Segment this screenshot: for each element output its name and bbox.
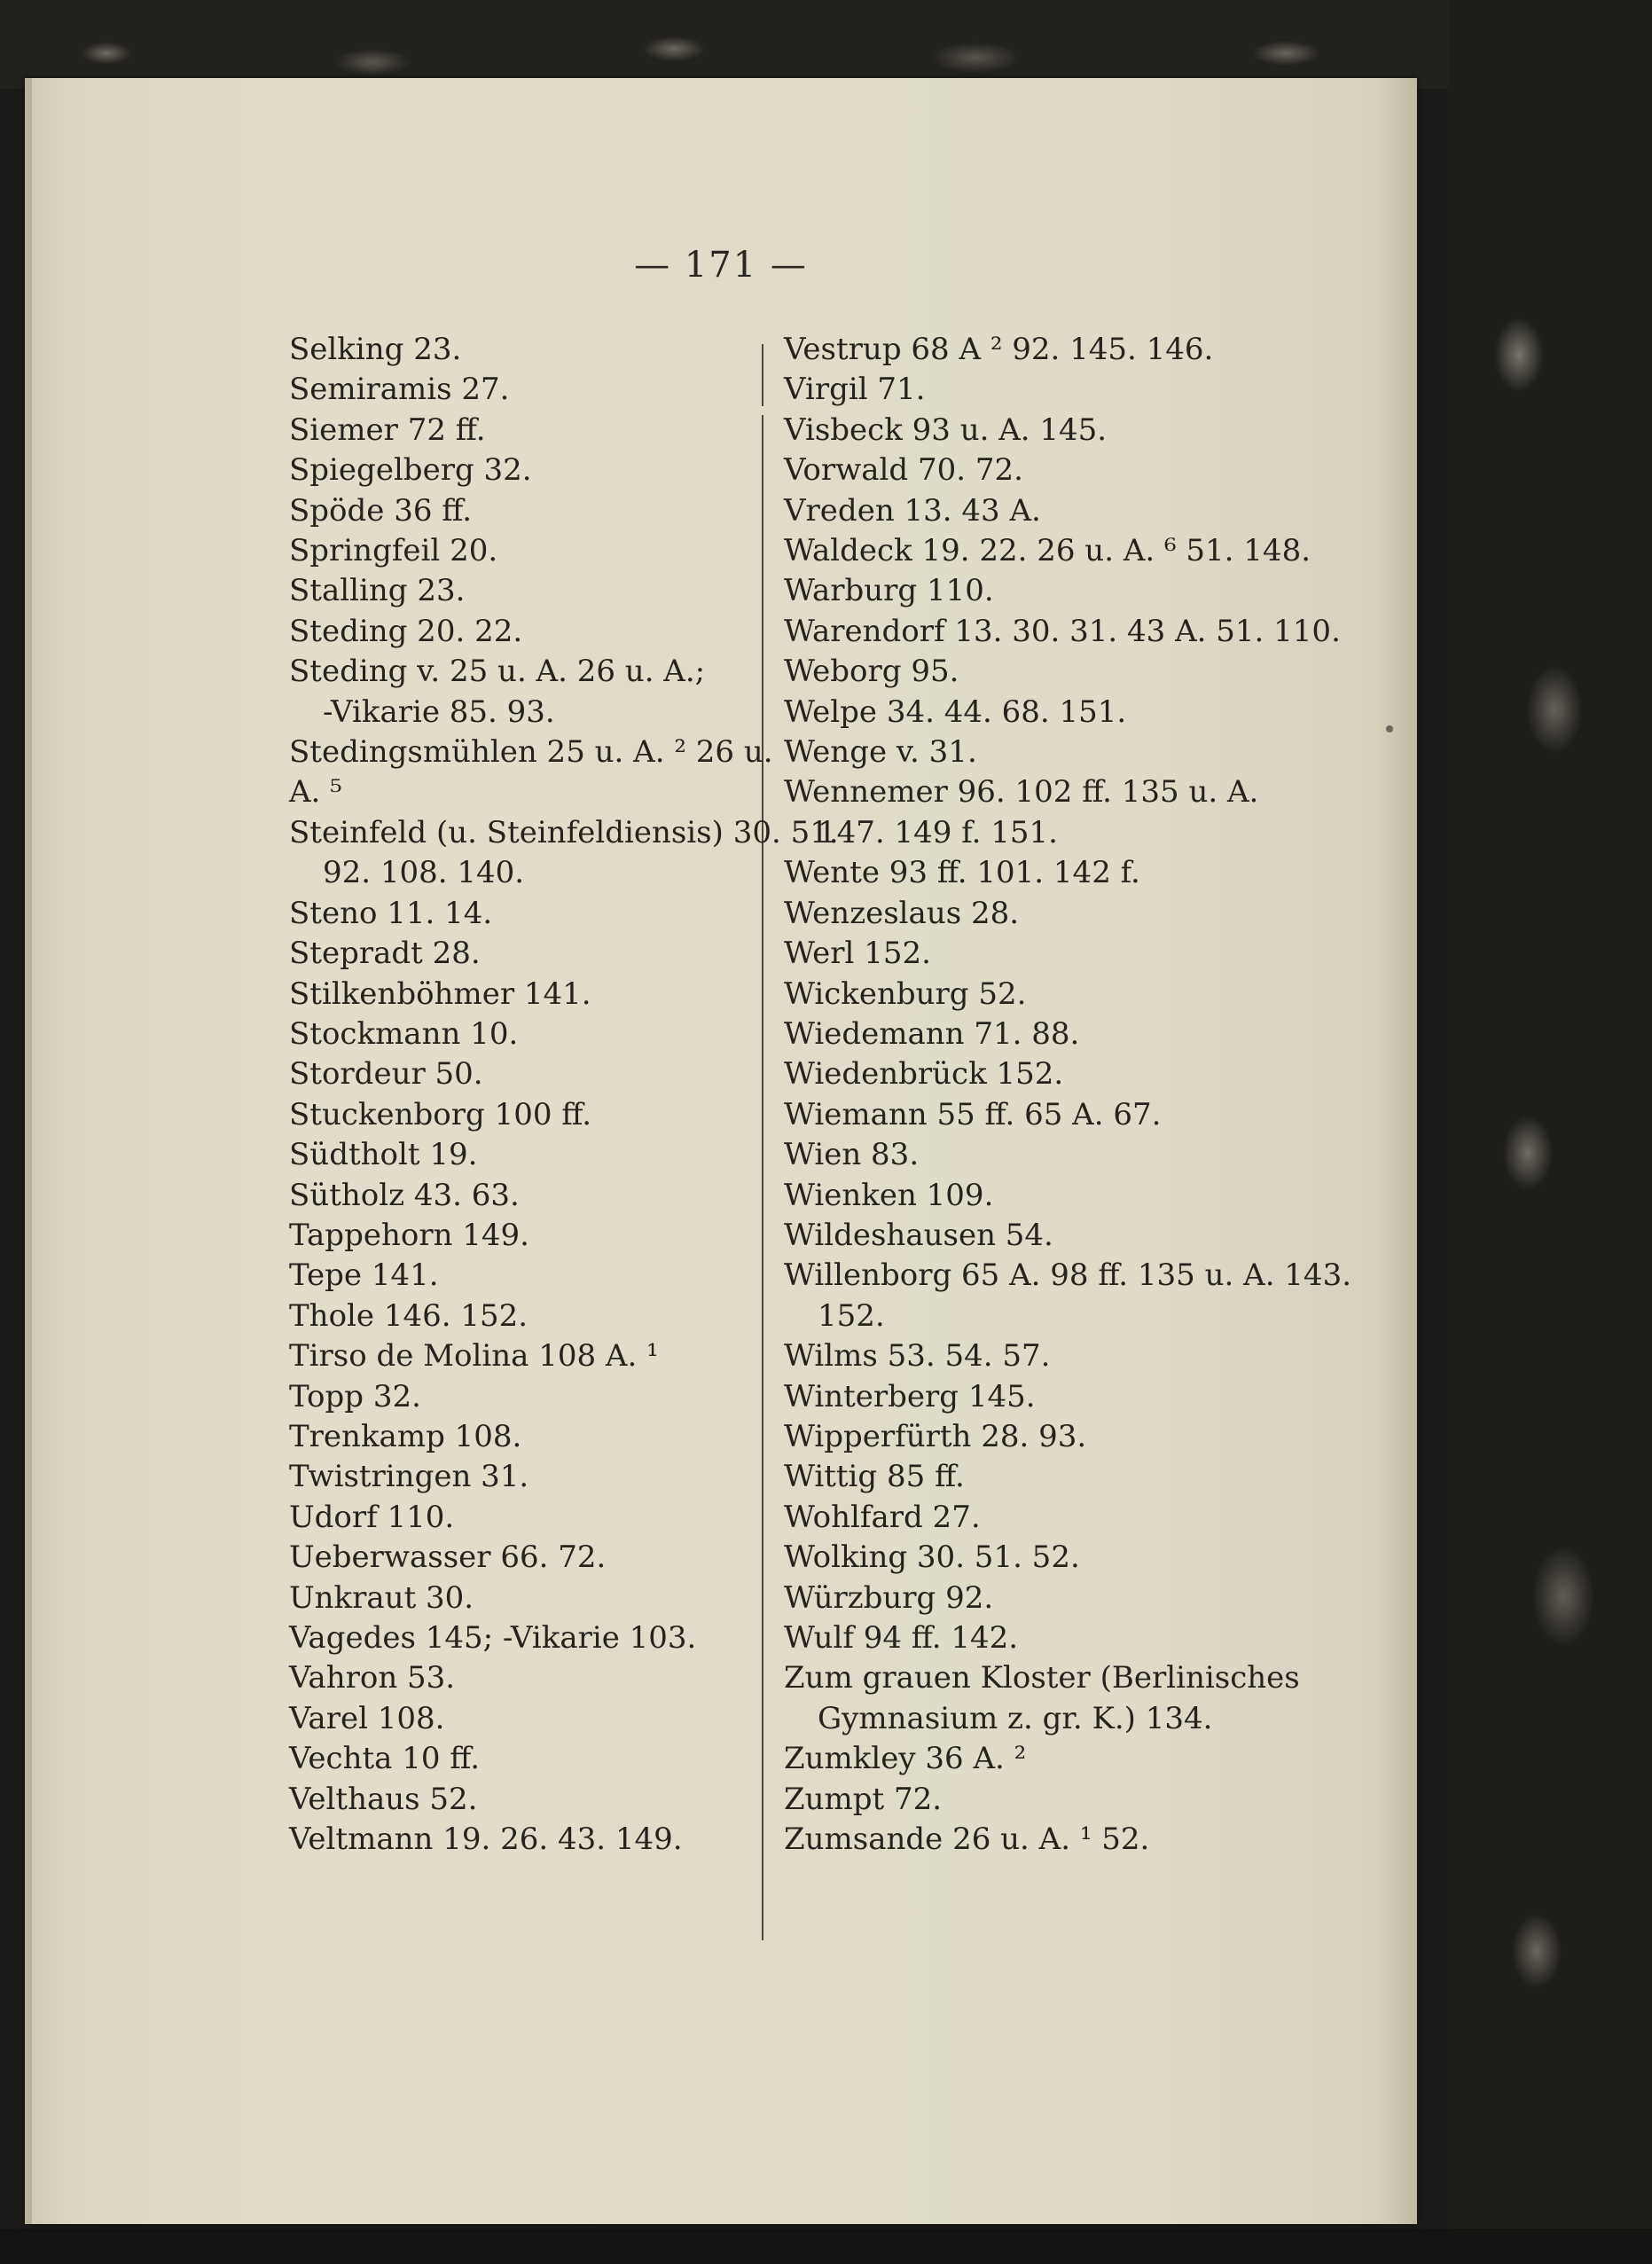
index-entry: 92. 108. 140. — [323, 855, 525, 891]
index-entry: Wenge v. 31. — [784, 734, 977, 771]
index-entry: Wulf 94 ff. 142. — [784, 1620, 1019, 1656]
index-entry: Zumsande 26 u. A. ¹ 52. — [784, 1821, 1150, 1858]
index-column-left — [289, 330, 839, 1860]
index-entry: Südtholt 19. — [289, 1137, 478, 1173]
index-entry: Weborg 95. — [784, 654, 959, 690]
index-entry: Wohlfard 27. — [784, 1499, 981, 1535]
index-entry: Steinfeld (u. Steinfeldiensis) 30. 51. — [289, 814, 839, 850]
index-entry: Zumkley 36 A. ² — [784, 1741, 1027, 1777]
index-entry: Stilkenböhmer 141. — [289, 975, 591, 1012]
index-entry: Varel 108. — [289, 1700, 445, 1736]
index-entry: Vahron 53. — [289, 1660, 456, 1696]
index-entry: Wiedenbrück 152. — [784, 1056, 1064, 1093]
index-entry: Vestrup 68 A ² 92. 145. 146. — [784, 332, 1214, 367]
index-entry: Wiemann 55 ff. 65 A. 67. — [784, 1096, 1162, 1132]
index-entry: Wilms 53. 54. 57. — [784, 1338, 1051, 1375]
index-entry: Tepe 141. — [289, 1257, 439, 1294]
index-entry: Waldeck 19. 22. 26 u. A. ⁶ 51. 148. — [784, 533, 1311, 569]
book-page — [25, 78, 1417, 2224]
page-gutter — [25, 78, 32, 2224]
index-entry: Steding 20. 22. — [289, 613, 523, 649]
index-entry: Zumpt 72. — [784, 1781, 943, 1817]
index-entry: Wennemer 96. 102 ff. 135 u. A. — [784, 774, 1259, 811]
index-entry: Topp 32. — [289, 1378, 421, 1414]
index-entry: Warburg 110. — [784, 573, 994, 609]
index-entry: Wittig 85 ff. — [784, 1459, 965, 1495]
index-entry: Würzburg 92. — [784, 1579, 994, 1616]
book-cover-bottom-edge — [0, 2229, 1652, 2264]
index-entry: Wiedemann 71. 88. — [784, 1015, 1080, 1052]
index-entry: Spöde 36 ff. — [289, 492, 473, 529]
index-entry: Willenborg 65 A. 98 ff. 135 u. A. 143. — [784, 1257, 1352, 1294]
index-entry: Winterberg 145. — [784, 1378, 1036, 1414]
index-entry: Semiramis 27. — [289, 372, 510, 408]
index-entry: Stalling 23. — [289, 573, 466, 609]
book-cover-top-edge — [0, 0, 1652, 89]
index-entry: Zum grauen Kloster (Berlinisches — [784, 1660, 1300, 1696]
index-entry: Trenkamp 108. — [289, 1418, 522, 1454]
index-entry: Stockmann 10. — [289, 1015, 519, 1052]
index-entry: Springfeil 20. — [289, 533, 498, 569]
index-entry: Vorwald 70. 72. — [784, 452, 1023, 489]
index-entry: Velthaus 52. — [289, 1781, 478, 1817]
index-entry: Steding v. 25 u. A. 26 u. A.; — [289, 654, 706, 690]
index-entry: 147. 149 f. 151. — [818, 814, 1058, 850]
index-entry: Virgil 71. — [784, 372, 926, 408]
index-entry: Wildeshausen 54. — [784, 1217, 1053, 1253]
index-entry: Unkraut 30. — [289, 1579, 474, 1616]
index-entry: Vechta 10 ff. — [289, 1741, 481, 1777]
page-speck — [1386, 725, 1393, 732]
index-entry: Visbeck 93 u. A. 145. — [784, 411, 1108, 448]
index-entry: Veltmann 19. 26. 43. 149. — [289, 1821, 683, 1858]
index-entry: Wickenburg 52. — [784, 975, 1027, 1012]
index-column-right — [784, 330, 1352, 1860]
index-entry: Sütholz 43. 63. — [289, 1177, 520, 1213]
index-entry: Wolking 30. 51. 52. — [784, 1539, 1080, 1576]
index-entry: Wenzeslaus 28. — [784, 895, 1020, 931]
index-entry: Vagedes 145; -Vikarie 103. — [289, 1620, 697, 1656]
index-entry: Udorf 110. — [289, 1499, 455, 1535]
index-entry: Vreden 13. 43 A. — [784, 492, 1041, 529]
index-entry: Gymnasium z. gr. K.) 134. — [818, 1700, 1213, 1736]
page-number: — 171 — — [634, 245, 808, 286]
index-entry: Stuckenborg 100 ff. — [289, 1096, 592, 1132]
index-entry: Selking 23. — [289, 332, 462, 367]
index-entry: -Vikarie 85. 93. — [323, 693, 555, 730]
index-entry: Wente 93 ff. 101. 142 f. — [784, 855, 1140, 891]
index-entry: Welpe 34. 44. 68. 151. — [784, 693, 1127, 730]
index-entry: Stordeur 50. — [289, 1056, 483, 1093]
index-entry: Stepradt 28. — [289, 936, 481, 972]
index-entry: Steno 11. 14. — [289, 895, 493, 931]
index-entry: Spiegelberg 32. — [289, 452, 532, 489]
index-entry: Stedingsmühlen 25 u. A. ² 26 u. — [289, 734, 773, 771]
index-entry: A. ⁵ — [289, 774, 342, 811]
index-entry: Twistringen 31. — [289, 1459, 529, 1495]
index-entry: Werl 152. — [784, 936, 931, 972]
index-entry: Wipperfürth 28. 93. — [784, 1418, 1087, 1454]
index-entry: Tappehorn 149. — [289, 1217, 529, 1253]
index-entry: 152. — [818, 1297, 885, 1334]
index-entry: Wien 83. — [784, 1137, 920, 1173]
index-entry: Warendorf 13. 30. 31. 43 A. 51. 110. — [784, 613, 1341, 649]
index-entry: Ueberwasser 66. 72. — [289, 1539, 607, 1576]
book-cover-right-edge — [1448, 0, 1652, 2264]
index-entry: Wienken 109. — [784, 1177, 994, 1213]
index-entry: Siemer 72 ff. — [289, 411, 486, 448]
index-entry: Thole 146. 152. — [289, 1297, 528, 1334]
index-entry: Tirso de Molina 108 A. ¹ — [289, 1338, 659, 1375]
